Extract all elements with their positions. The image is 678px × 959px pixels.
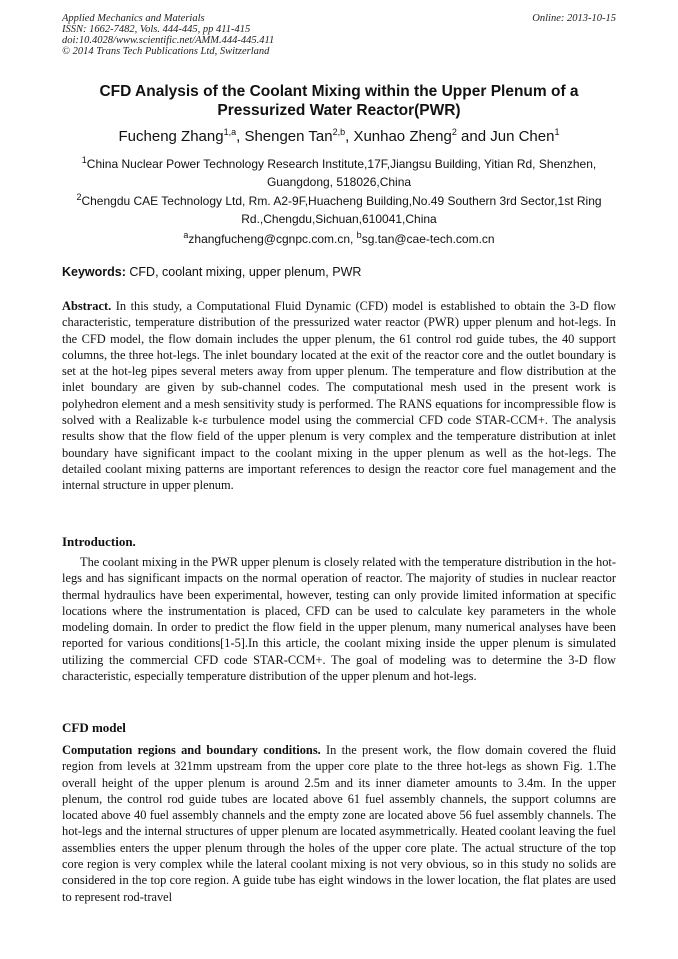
cfd-model-paragraph [62,742,616,905]
copyright-line: © 2014 Trans Tech Publications Ltd, Switzerland [62,46,270,57]
affiliation-text: Chengdu CAE Technology Ltd, Rm. A2-9F,Huacheng Building,No.49 Southern 3rd Sector,1st Ring Rd.,Chengdu,Sichuan,610041,China [81,194,602,226]
affiliation-2 [62,192,616,228]
email-a[interactable]: zhangfucheng@cgnpc.com.cn, [188,232,357,246]
affiliation-text: China Nuclear Power Technology Research Institute,17F,Jiangsu Building, Yitian Rd, Shenzhen, Guangdong, 518026,China [86,157,597,189]
author-separator: , [236,128,245,145]
cfd-model-subheading: Computation regions and boundary conditions. [62,743,321,757]
journal-header [62,13,274,57]
online-date: Online: 2013-10-15 [532,13,616,24]
cfd-model-heading: CFD model [62,720,126,735]
author-affiliation-mark: 1,a [223,127,237,137]
author-list [62,128,616,145]
author-affiliation-mark: 2 [451,127,457,137]
issn-line: ISSN: 1662-7482, Vols. 444-445, pp 411-415 [62,24,251,35]
keywords-label: Keywords: [62,265,126,279]
email-b[interactable]: sg.tan@cae-tech.com.cn [361,232,495,246]
author-separator: , [345,128,354,145]
affiliation-mark: 1 [81,155,87,165]
email-line [62,230,616,248]
cfd-model-text: In the present work, the flow domain covered the fluid region from levels at 321mm upstream from the upper core plate to the three hot-legs as shown Fig. 1.The overall height of the upper plenum is around 2.5m and its inner diameter amounts to 3.4m. In the upper plenum, the control rod guide tubes are located above 61 fuel assembly channels, the support columns are located above 40 fuel assembly channels and the empty zone are located above 56 fuel assembly channels. The hot-legs and the internal structures of upper plenum are located asymmetrically. Heated coolant leaving the fuel assemblies enters the upper plenum through the holes of the upper core plate. The actual structure of the top core region is very complex while the lateral coolant mixing is not very obvious, so in this study no solids are considered in the top core region. A guide tube has eight windows in the lower location, the flat plates are used to represent rod-travel [62,743,617,904]
author-affiliation-mark: 1 [554,127,560,137]
author-name: Xunhao Zheng [353,128,452,145]
affiliation-mark: 2 [76,192,82,202]
introduction-heading: Introduction. [62,534,136,549]
abstract-label: Abstract. [62,299,112,313]
journal-name: Applied Mechanics and Materials [62,13,205,24]
abstract [62,298,616,494]
keywords-text: CFD, coolant mixing, upper plenum, PWR [125,265,362,279]
affiliation-1 [62,155,616,191]
doi-line[interactable]: doi:10.4028/www.scientific.net/AMM.444-445.411 [62,35,275,46]
keywords [62,265,616,279]
author-name: Shengen Tan [244,128,333,145]
email-mark-b: b [356,230,362,240]
abstract-text: In this study, a Computational Fluid Dynamic (CFD) model is established to obtain the 3-D flow characteristic, temperature distribution of the pressurized water reactor (PWR) upper plenum and hot-legs. In the CFD model, the flow domain includes the upper plenum, the 61 control rod guide tubes, the 40 support columns, the three hot-legs. The inlet boundary located at the exit of the reactor core and the outlet boundary is set at the hot-leg pipes several meters away from upper plenum. The temperature and flow distribution at the inlet boundary are given by sub-channel codes. The computational mesh used in the present work is polyhedron element and a mesh sensitivity study is performed. The RANS equations for incompressible flow is solved with a Realizable k-ε turbulence model using the commercial CFD code STAR-CCM+. The analysis results show that the flow field of the upper plenum is very complex and the temperature distribution at inlet boundary have significant impact to the coolant mixing in the upper plenum as well as the hot-legs. The detailed coolant mixing patterns are important references to design the reactor core fuel management and the internal structure in upper plenum. [62,299,616,493]
author-name: Jun Chen [490,128,555,145]
author-name: Fucheng Zhang [118,128,224,145]
email-mark-a: a [183,230,189,240]
paper-title: CFD Analysis of the Coolant Mixing within the Upper Plenum of a Pressurized Water Reactor(PWR) [99,83,579,119]
author-separator: and [456,128,491,145]
author-affiliation-mark: 2,b [332,127,346,137]
introduction-text: The coolant mixing in the PWR upper plenum is closely related with the temperature distribution in the hot-legs and has significant impacts on the normal operation of reactor. The majority of studies in nuclear reactor thermal hydraulics have been experimental, however, testing can only provide limited information at specific locations where the instrumentation is placed, CFD can be used to calculate key parameters in the whole modeling domain. In order to predict the flow field in the upper plenum, many numerical analyses have been reported for various conditions[1-5].In this article, the coolant mixing inside the upper plenum is simulated utilizing the commercial CFD code STAR-CCM+. The goal of modeling was to determine the 3-D flow characteristic, especially temperature distribution of the upper plenum and hot-legs. [62,555,616,684]
